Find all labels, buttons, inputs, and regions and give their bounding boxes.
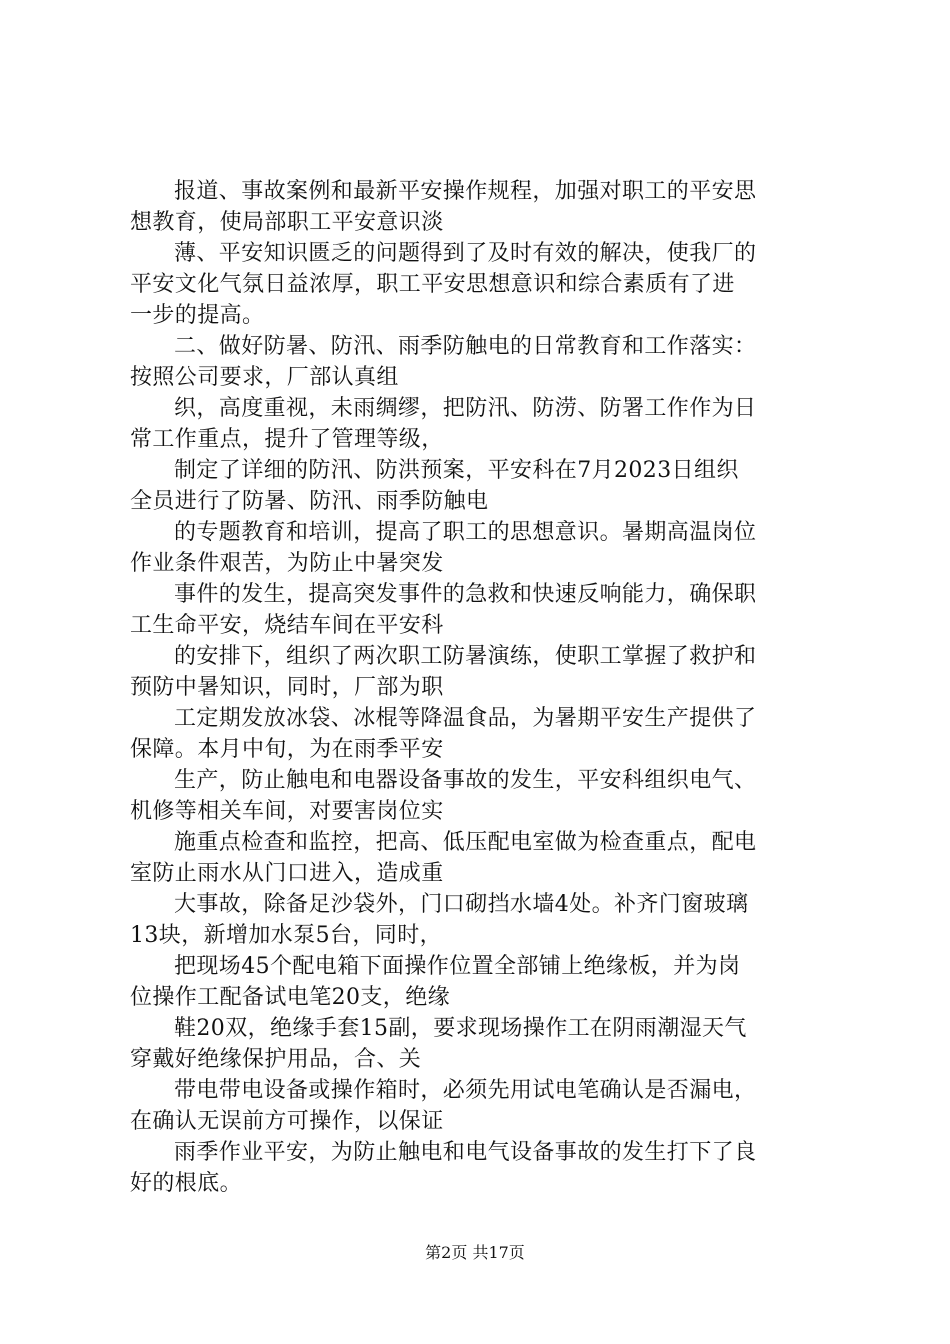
- text-line: 预防中暑知识，同时，厂部为职: [130, 675, 444, 700]
- text-line: 施重点检查和监控，把高、低压配电室做为检查重点，配电: [174, 830, 757, 855]
- text-line: 的安排下，组织了两次职工防暑演练，使职工掌握了救护和: [174, 644, 757, 669]
- text-line: 平安文化气氛日益浓厚，职工平安思想意识和综合素质有了进: [130, 272, 735, 297]
- text-line: 鞋20双，绝缘手套15副，要求现场操作工在阴雨潮湿天气: [174, 1016, 747, 1041]
- text-line: 带电带电设备或操作箱时，必须先用试电笔确认是否漏电，: [174, 1078, 757, 1103]
- text-line: 工定期发放冰袋、冰棍等降温食品，为暑期平安生产提供了: [174, 706, 757, 731]
- text-line: 的专题教育和培训，提高了职工的思想意识。暑期高温岗位: [174, 520, 757, 545]
- text-line: 想教育，使局部职工平安意识淡: [130, 210, 444, 235]
- text-line: 13块，新增加水泵5台，同时，: [130, 923, 442, 948]
- text-line: 作业条件艰苦，为防止中暑突发: [130, 551, 444, 576]
- text-line: 工生命平安，烧结车间在平安科: [130, 613, 444, 638]
- text-line: 位操作工配备试电笔20支，绝缘: [130, 985, 450, 1010]
- page-number-label: 第2页 共17页: [425, 1243, 525, 1262]
- text-line: 薄、平安知识匮乏的问题得到了及时有效的解决，使我厂的: [174, 241, 757, 266]
- text-line: 室防止雨水从门口进入，造成重: [130, 861, 444, 886]
- text-line: 穿戴好绝缘保护用品，合、关: [130, 1047, 422, 1072]
- text-line: 织，高度重视，未雨绸缪，把防汛、防涝、防署工作作为日: [174, 396, 757, 421]
- text-line: 在确认无误前方可操作，以保证: [130, 1109, 444, 1134]
- text-line: 事件的发生，提高突发事件的急救和快速反响能力，确保职: [174, 582, 757, 607]
- text-line: 常工作重点，提升了管理等级，: [130, 427, 444, 452]
- page-footer: [0, 1243, 950, 1263]
- text-line: 把现场45个配电箱下面操作位置全部铺上绝缘板，并为岗: [174, 954, 741, 979]
- text-line: 好的根底。: [130, 1171, 243, 1196]
- text-line: 制定了详细的防汛、防洪预案，平安科在7月2023日组织: [174, 458, 739, 483]
- text-line: 大事故，除备足沙袋外，门口砌挡水墙4处。补齐门窗玻璃: [174, 892, 749, 917]
- text-line: 雨季作业平安，为防止触电和电气设备事故的发生打下了良: [174, 1140, 757, 1165]
- text-line: 二、做好防暑、防汛、雨季防触电的日常教育和工作落实：: [174, 334, 757, 359]
- text-line: 生产，防止触电和电器设备事故的发生，平安科组织电气、: [174, 768, 757, 793]
- text-line: 全员进行了防暑、防汛、雨季防触电: [130, 489, 489, 514]
- text-line: 保障。本月中旬，为在雨季平安: [130, 737, 444, 762]
- text-line: 一步的提高。: [130, 303, 265, 328]
- text-line: 机修等相关车间，对要害岗位实: [130, 799, 444, 824]
- text-line: 报道、事故案例和最新平安操作规程，加强对职工的平安思: [174, 179, 757, 204]
- text-line: 按照公司要求，厂部认真组: [130, 365, 399, 390]
- document-body: [130, 176, 840, 1199]
